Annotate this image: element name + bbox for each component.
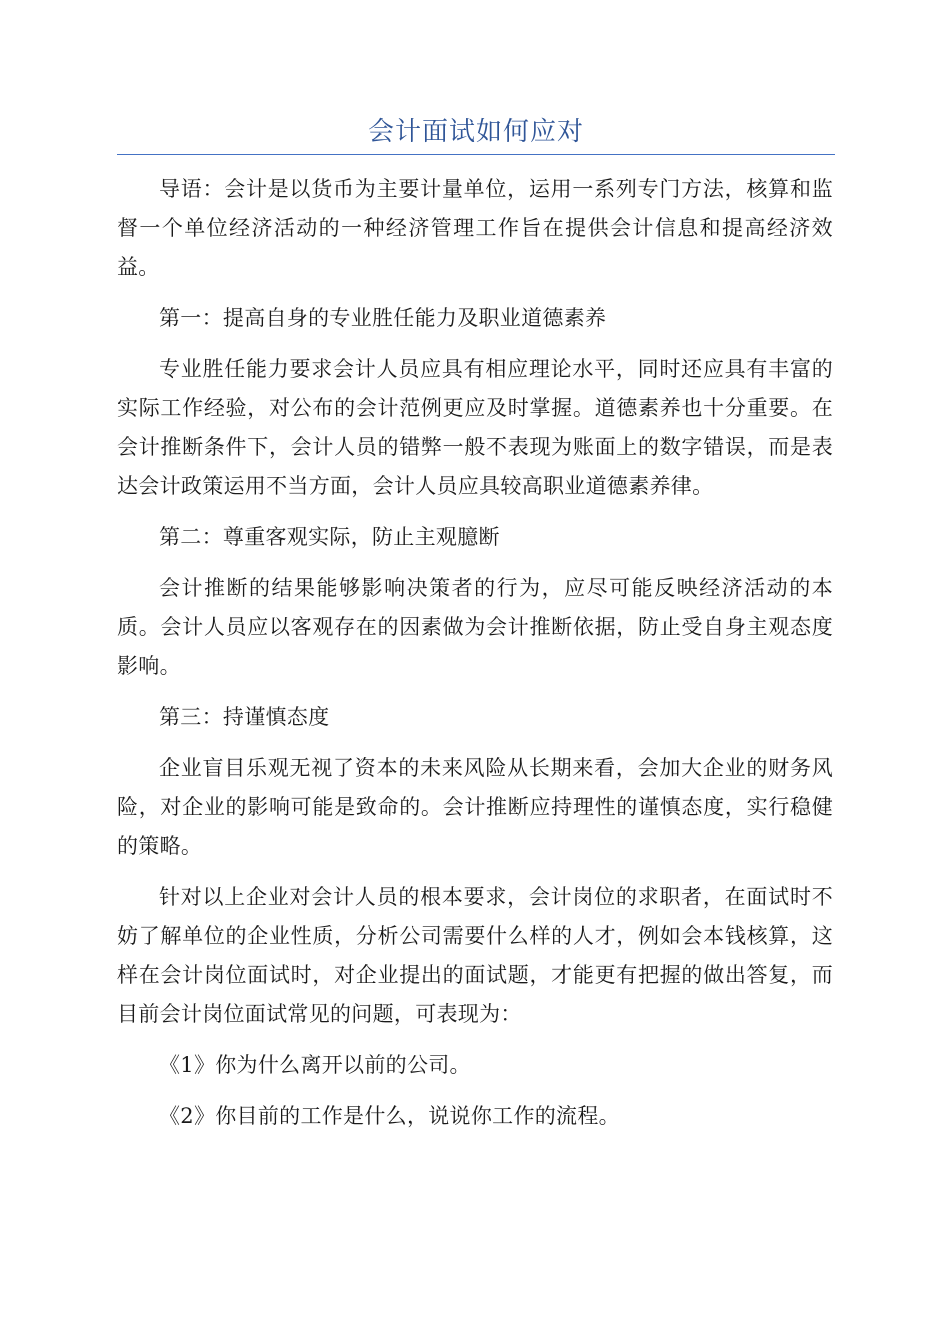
section-heading-1: 第一：提高自身的专业胜任能力及职业道德素养 <box>159 306 607 330</box>
question-item-2: 《2》你目前的工作是什么，说说你工作的流程。 <box>159 1104 620 1128</box>
question-item-1: 《1》你为什么离开以前的公司。 <box>159 1053 471 1077</box>
body-paragraph: 企业盲目乐观无视了资本的未来风险从长期来看，会加大企业的财务风险，对企业的影响可能是致命的。会计推断应持理性的谨慎态度，实行稳健的策略。 <box>117 756 833 858</box>
body-paragraph: 专业胜任能力要求会计人员应具有相应理论水平，同时还应具有丰富的实际工作经验，对公布的会计范例更应及时掌握。道德素养也十分重要。在会计推断条件下，会计人员的错弊一般不表现为账面上的数字错误，而是表达会计政策运用不当方面，会计人员应具较高职业道德素养律。 <box>117 357 833 498</box>
page-title: 会计面试如何应对 <box>367 117 584 147</box>
section-heading-3: 第三：持谨慎态度 <box>159 705 330 729</box>
body-paragraph: 针对以上企业对会计人员的根本要求，会计岗位的求职者，在面试时不妨了解单位的企业性质，分析公司需要什么样的人才，例如会本钱核算，这样在会计岗位面试时，对企业提出的面试题，才能更有把握的做出答复，而目前会计岗位面试常见的问题，可表现为： <box>117 885 833 1026</box>
document-body <box>117 170 833 1148</box>
intro-paragraph: 导语：会计是以货币为主要计量单位，运用一系列专门方法，核算和监督一个单位经济活动的一种经济管理工作旨在提供会计信息和提高经济效益。 <box>117 177 833 279</box>
section-heading-2: 第二：尊重客观实际，防止主观臆断 <box>159 525 500 549</box>
body-paragraph: 会计推断的结果能够影响决策者的行为，应尽可能反映经济活动的本质。会计人员应以客观存在的因素做为会计推断依据，防止受自身主观态度影响。 <box>117 576 833 678</box>
title-underline <box>117 154 835 155</box>
